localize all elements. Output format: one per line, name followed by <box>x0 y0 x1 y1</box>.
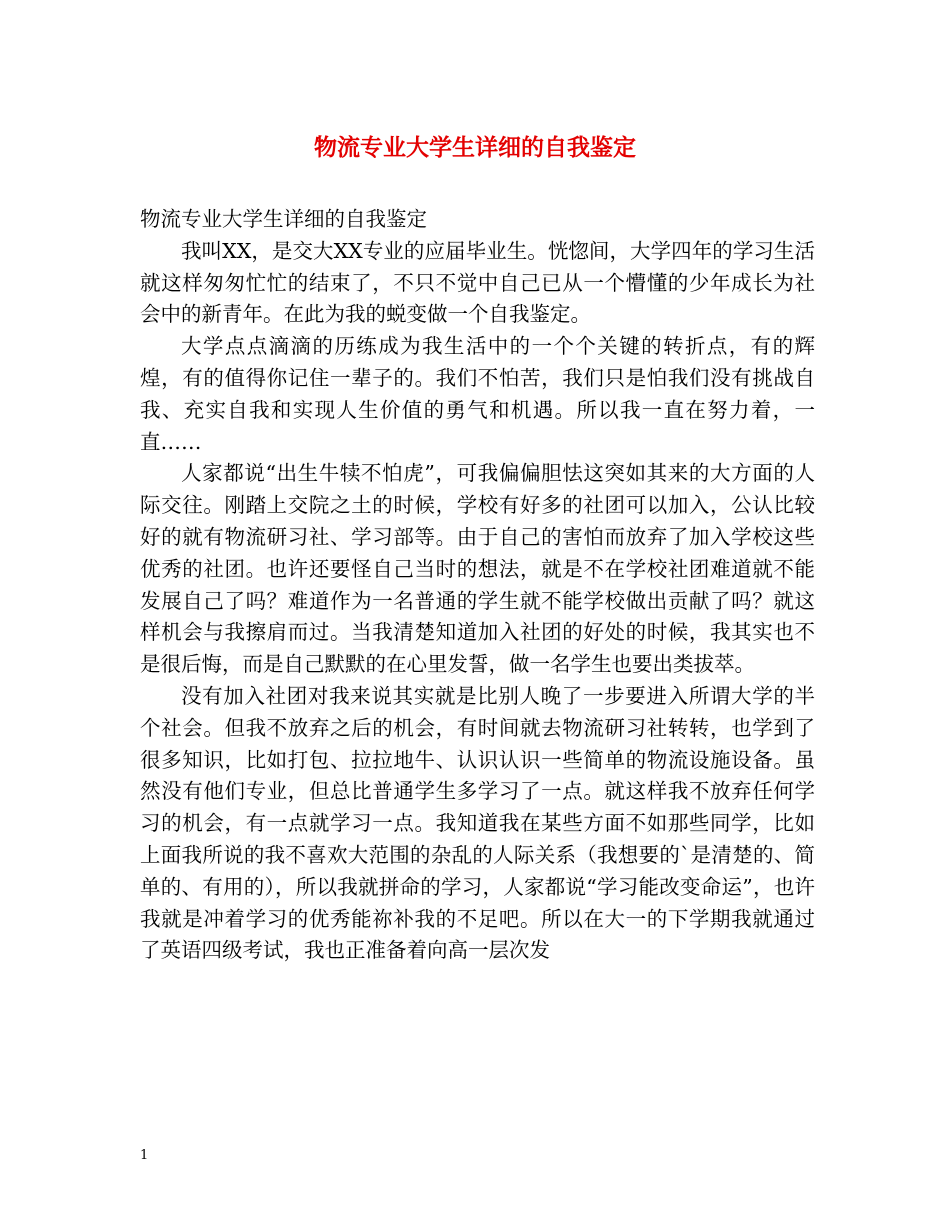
paragraph-3: 人家都说“出生牛犊不怕虎”，可我偏偏胆怯这突如其来的大方面的人际交往。刚踏上交院之土的时候，学校有好多的社团可以加入，公认比较好的就有物流研习社、学习部等。由于自己的害怕而放弃了加入学校这些优秀的社团。也许还要怪自己当时的想法，就是不在学校社团难道就不能发展自己了吗？难道作为一名普通的学生就不能学校做出贡献了吗？就这样机会与我擦肩而过。当我清楚知道加入社团的好处的时候，我其实也不是很后悔，而是自己默默的在心里发誓，做一名学生也要出类拔萃。 <box>140 461 815 677</box>
page-number: 1 <box>140 1148 149 1163</box>
paragraph-2: 大学点点滴滴的历练成为我生活中的一个个关键的转折点，有的辉煌，有的值得你记住一辈子的。我们不怕苦，我们只是怕我们没有挑战自我、充实自我和实现人生价值的勇气和机遇。所以我一直在努力着，一直…… <box>140 334 815 454</box>
paragraph-4: 没有加入社团对我来说其实就是比别人晚了一步要进入所谓大学的半个社会。但我不放弃之后的机会，有时间就去物流研习社转转，也学到了很多知识，比如打包、拉拉地牛、认识认识一些简单的物流设施设备。虽然没有他们专业，但总比普通学生多学习了一点。就这样我不放弃任何学习的机会，有一点就学习一点。我知道我在某些方面不如那些同学，比如上面我所说的我不喜欢大范围的杂乱的人际关系（我想要的`是清楚的、简单的、有用的），所以我就拼命的学习，人家都说“学习能改变命运”，也许我就是冲着学习的优秀能祢补我的不足吧。所以在大一的下学期我就通过了英语四级考试，我也正准备着向高一层次发 <box>140 683 815 963</box>
document-body <box>140 204 815 967</box>
document-title: 物流专业大学生详细的自我鉴定 <box>314 134 636 161</box>
document-subtitle: 物流专业大学生详细的自我鉴定 <box>140 207 427 231</box>
paragraph-1: 我叫XX，是交大XX专业的应届毕业生。恍惚间，大学四年的学习生活就这样匆匆忙忙的结束了，不只不觉中自己已从一个懵懂的少年成长为社会中的新青年。在此为我的蜕变做一个自我鉴定。 <box>140 238 815 327</box>
